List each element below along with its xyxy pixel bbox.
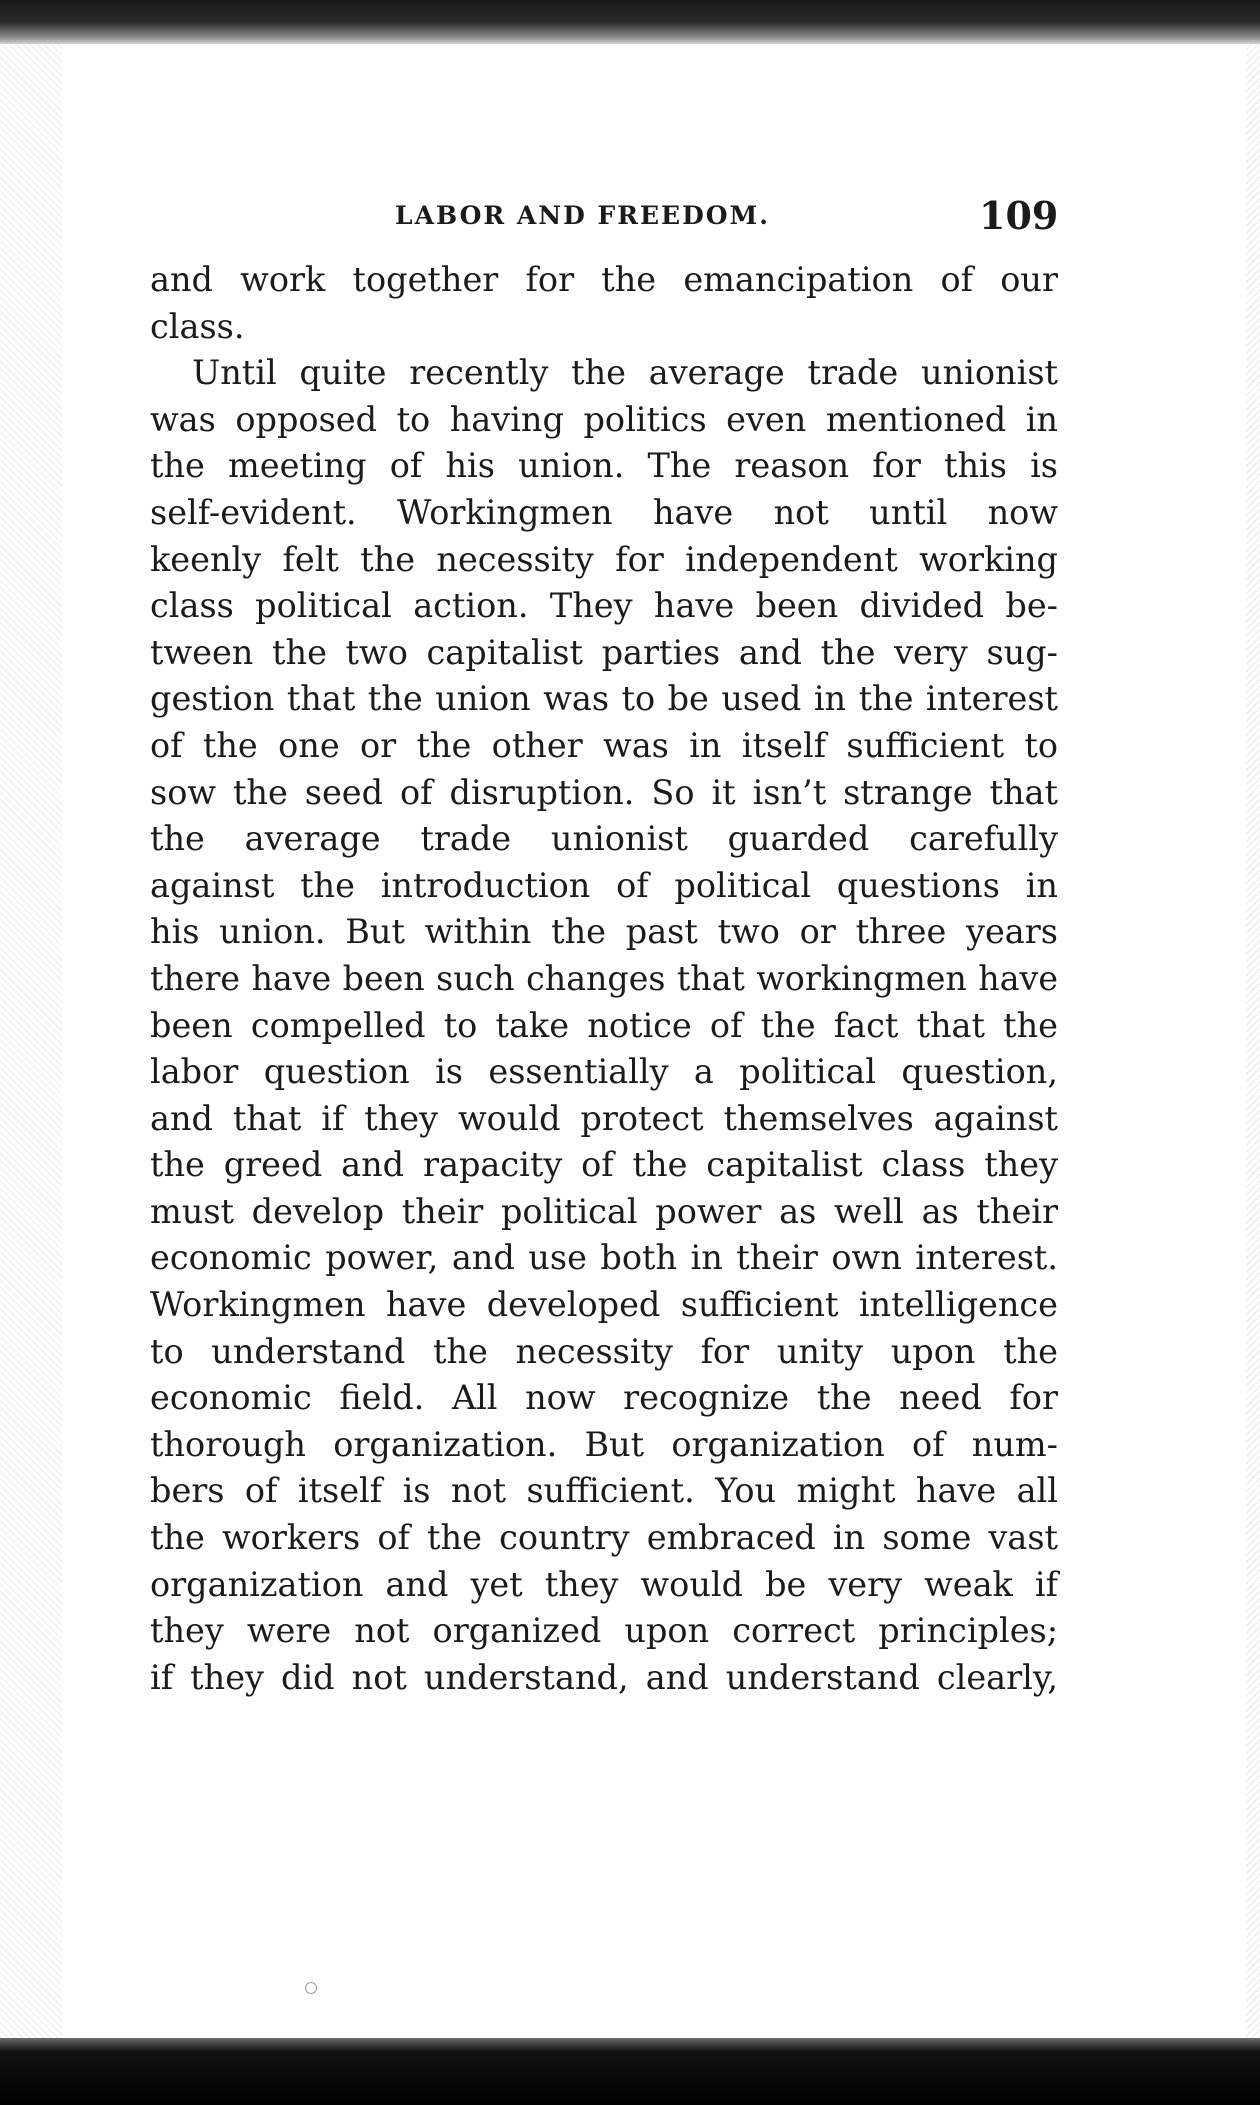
text-line: they were not organized upon correct principles; <box>150 1611 1058 1651</box>
text-line: there have been such changes that workingmen have <box>150 958 1058 998</box>
text-line: sow the seed of disruption. So it isn’t strange that <box>150 772 1058 812</box>
text-line: to understand the necessity for unity upon the <box>150 1331 1058 1371</box>
text-line: Workingmen have developed sufficient intelligence <box>150 1285 1058 1325</box>
running-title: LABOR AND FREEDOM. <box>395 201 770 230</box>
scan-edge-bottom <box>0 2038 1260 2105</box>
scan-shadow-left <box>0 44 62 2038</box>
text-line: if they did not understand, and understand clearly, <box>150 1657 1058 1697</box>
text-line: self-evident. Workingmen have not until now <box>150 492 1058 532</box>
text-line: the greed and rapacity of the capitalist class they <box>150 1145 1058 1185</box>
ink-speck <box>305 1982 317 1994</box>
text-line: and work together for the emancipation of our <box>150 260 1058 299</box>
text-line: bers of itself is not sufficient. You might have all <box>150 1471 1058 1511</box>
running-head <box>150 193 1059 243</box>
text-line: was opposed to having politics even mentioned in <box>150 399 1058 439</box>
scan-shadow-right <box>1246 44 1260 2038</box>
text-line: and that if they would protect themselves against <box>150 1098 1058 1138</box>
text-line: the workers of the country embraced in some vast <box>150 1518 1058 1558</box>
text-line: the average trade unionist guarded carefully <box>150 819 1058 859</box>
text-line: against the introduction of political questions in <box>150 865 1058 905</box>
text-line: economic field. All now recognize the need for <box>150 1378 1058 1418</box>
text-line: class political action. They have been divided be- <box>150 586 1058 626</box>
text-line: must develop their political power as well as their <box>150 1191 1058 1231</box>
text-line: tween the two capitalist parties and the very sug- <box>150 632 1058 672</box>
text-line: gestion that the union was to be used in the interest <box>150 679 1058 719</box>
text-line: economic power, and use both in their own interest. <box>150 1238 1058 1278</box>
page-number: 109 <box>979 193 1059 238</box>
text-line: class. <box>150 306 245 346</box>
text-line: been compelled to take notice of the fact that the <box>150 1005 1058 1045</box>
text-line: his union. But within the past two or three years <box>150 912 1058 952</box>
page-body <box>150 257 1058 1701</box>
text-line: thorough organization. But organization of num- <box>150 1424 1058 1464</box>
text-line: Until quite recently the average trade unionist <box>192 353 1058 393</box>
scan-edge-top <box>0 0 1260 44</box>
text-line: keenly felt the necessity for independent working <box>150 539 1058 579</box>
text-line: the meeting of his union. The reason for this is <box>150 446 1058 486</box>
text-line: organization and yet they would be very weak if <box>150 1564 1058 1604</box>
text-line: labor question is essentially a political question, <box>150 1052 1058 1092</box>
text-line: of the one or the other was in itself sufficient to <box>150 725 1058 765</box>
